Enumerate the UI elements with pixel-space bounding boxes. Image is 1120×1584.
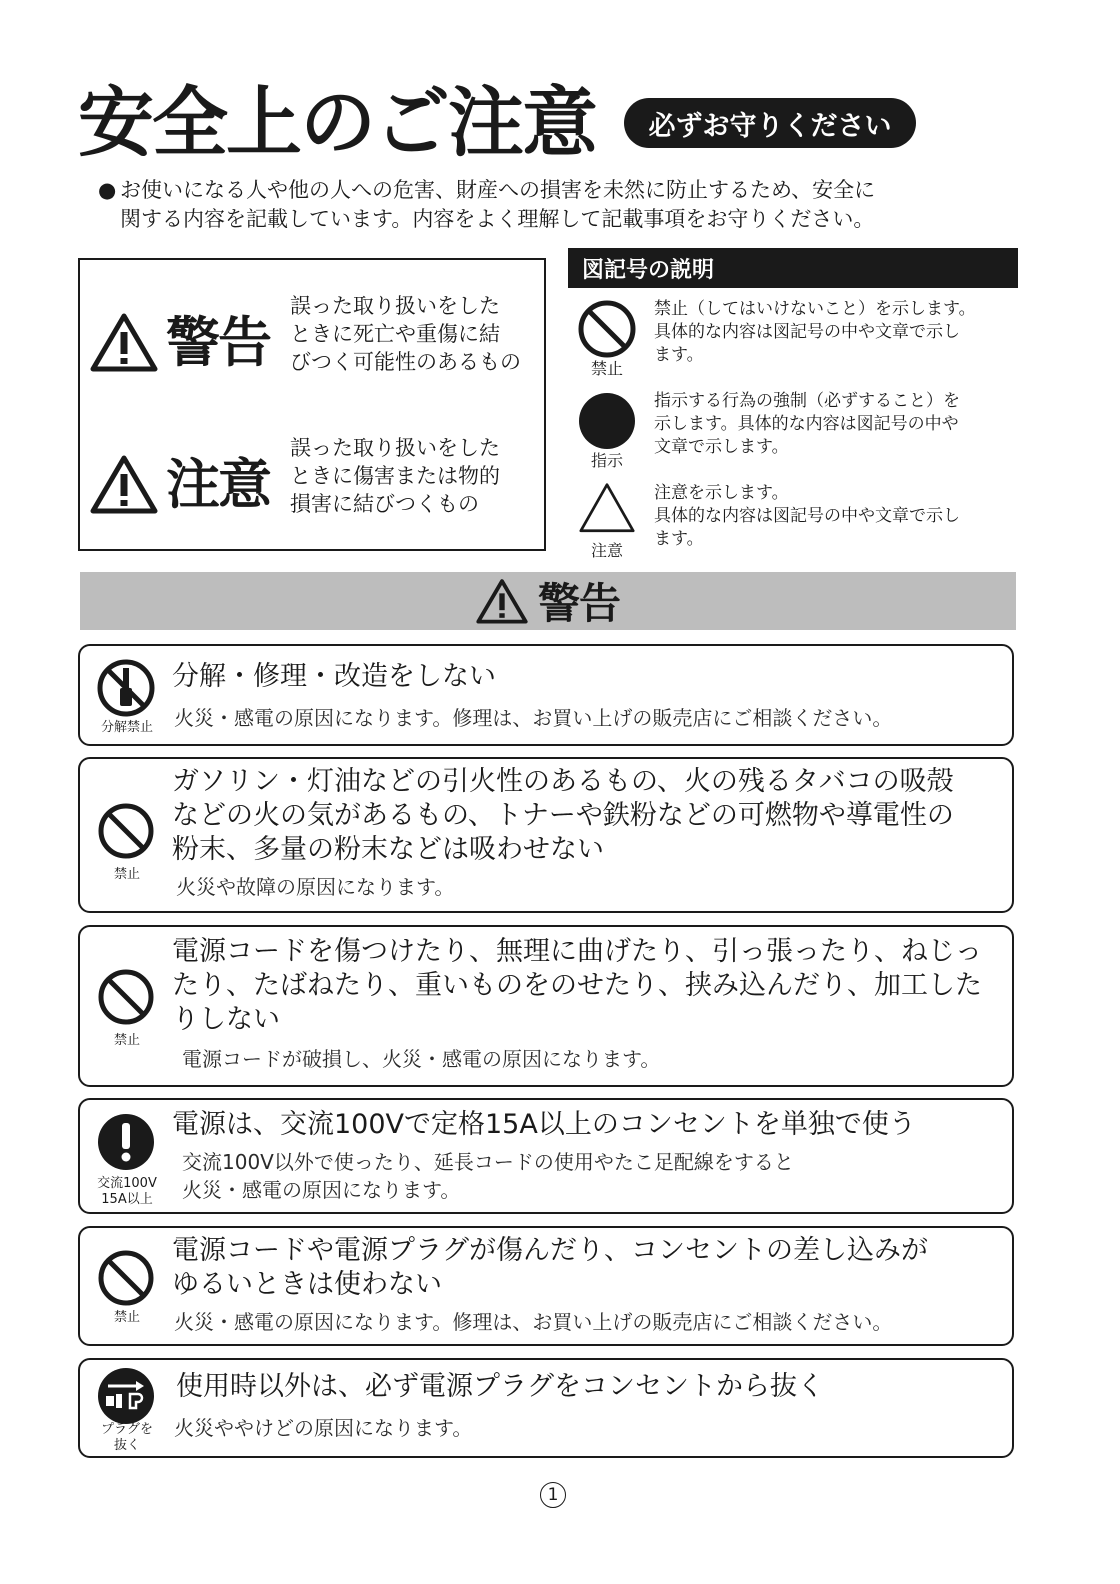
warning-body — [174, 1308, 892, 1336]
warning-body — [182, 1045, 660, 1073]
body-line: 火災や故障の原因になります。 — [176, 875, 455, 899]
warning-banner — [80, 572, 1016, 630]
prohibition-icon — [576, 298, 638, 360]
legend-line: ます。 — [654, 345, 704, 365]
warning-body — [182, 1148, 794, 1204]
legend-line: 指示する行為の強制（必ずすること）を — [654, 391, 960, 411]
desc-line: 誤った取り扱いをした — [290, 294, 500, 318]
caution-triangle-icon — [90, 454, 158, 514]
bullet: ● — [98, 178, 117, 202]
label-line: 交流100V — [97, 1176, 157, 1191]
must-follow-badge: 必ずお守りください — [624, 98, 916, 148]
warning-heading — [172, 765, 954, 867]
heading-line: 粉末、多量の粉末などは吸わせない — [172, 834, 604, 865]
legend-line: 文章で示します。 — [654, 437, 789, 457]
intro-line-1: お使いになる人や他の人への危害、財産への損害を未然に防止するため、安全に — [120, 178, 876, 202]
legend-text — [654, 390, 960, 459]
warning-item — [78, 1358, 1014, 1458]
level-description — [290, 434, 500, 518]
icon-label: 禁止 — [113, 1033, 140, 1048]
legend-caption: 指示 — [590, 451, 623, 470]
label-line: プラグを — [100, 1422, 153, 1437]
intro-line-2: 関する内容を記載しています。内容をよく理解して記載事項をお守りください。 — [120, 207, 875, 231]
icon-label: 禁止 — [113, 867, 140, 882]
warning-item — [78, 1226, 1014, 1346]
heading-line: たり、たばねたり、重いものをのせたり、挟み込んだり、加工した — [172, 970, 982, 1001]
banner-title: 警告 — [537, 579, 620, 628]
prohibition-icon — [96, 801, 156, 861]
desc-line: ときに死亡や重傷に結 — [290, 322, 500, 346]
warning-item — [78, 644, 1014, 746]
legend-line: ます。 — [654, 529, 704, 549]
level-warning — [80, 290, 544, 390]
hazard-level-box — [78, 258, 546, 551]
no-disassembly-icon — [96, 658, 156, 718]
level-caution — [80, 432, 544, 532]
warning-triangle-icon — [476, 578, 528, 624]
icon-label — [84, 1176, 170, 1208]
warning-item — [78, 1098, 1014, 1214]
level-word: 注意 — [166, 453, 270, 516]
warning-triangle-icon — [90, 312, 158, 372]
icon-label: 禁止 — [113, 1310, 140, 1325]
warning-heading — [176, 1370, 824, 1404]
warning-heading — [172, 1108, 916, 1142]
body-line: 交流100V以外で使ったり、延長コードの使用やたこ足配線をすると — [182, 1150, 794, 1174]
label-line: 15A以上 — [101, 1192, 153, 1207]
warning-heading — [172, 660, 496, 694]
desc-line: びつく可能性のあるもの — [290, 350, 521, 374]
legend-line: 具体的な内容は図記号の中や文章で示し — [654, 322, 960, 342]
warning-body — [176, 873, 454, 901]
level-description — [290, 292, 521, 376]
warning-item — [78, 757, 1014, 913]
heading-line: ガソリン・灯油などの引火性のあるもの、火の残るタバコの吸殻 — [172, 766, 954, 797]
heading-line: 電源コードを傷つけたり、無理に曲げたり、引っ張ったり、ねじっ — [172, 936, 982, 967]
heading-line: 使用時以外は、必ず電源プラグをコンセントから抜く — [176, 1371, 824, 1402]
intro-text — [98, 176, 978, 234]
warning-body — [174, 1414, 472, 1442]
legend-text — [654, 298, 976, 367]
warning-item — [78, 925, 1014, 1087]
page-number: 1 — [540, 1482, 566, 1508]
mandatory-icon — [96, 1112, 156, 1172]
prohibition-icon — [96, 967, 156, 1027]
desc-line: ときに傷害または物的 — [290, 464, 500, 488]
warning-heading — [172, 1234, 928, 1302]
legend-line: 注意を示します。 — [654, 483, 789, 503]
symbol-legend-title: 図記号の説明 — [568, 248, 1018, 288]
body-line: 火災・感電の原因になります。修理は、お買い上げの販売店にご相談ください。 — [174, 706, 893, 730]
prohibition-icon — [96, 1248, 156, 1308]
icon-label: 分解禁止 — [100, 720, 153, 735]
heading-line: ゆるいときは使わない — [172, 1269, 442, 1300]
icon-label — [84, 1422, 170, 1454]
desc-line: 誤った取り扱いをした — [290, 436, 500, 460]
instruction-icon — [576, 390, 638, 452]
body-line: 火災・感電の原因になります。修理は、お買い上げの販売店にご相談ください。 — [174, 1310, 893, 1334]
page-title: 安全上のご注意 — [78, 78, 596, 167]
body-line: 電源コードが破損し、火災・感電の原因になります。 — [182, 1047, 661, 1071]
desc-line: 損害に結びつくもの — [290, 492, 479, 516]
body-line: 火災ややけどの原因になります。 — [174, 1416, 473, 1440]
legend-line: 示します。具体的な内容は図記号の中や — [654, 414, 959, 434]
legend-text — [654, 482, 960, 551]
level-word: 警告 — [166, 311, 270, 374]
heading-line: 電源コードや電源プラグが傷んだり、コンセントの差し込みが — [172, 1235, 928, 1266]
legend-line: 具体的な内容は図記号の中や文章で示し — [654, 506, 960, 526]
warning-body — [174, 704, 892, 732]
heading-line: りしない — [172, 1004, 280, 1035]
heading-line: 分解・修理・改造をしない — [172, 661, 496, 692]
label-line: 抜く — [113, 1438, 140, 1453]
heading-line: などの火の気があるもの、トナーや鉄粉などの可燃物や導電性の — [172, 800, 954, 831]
heading-line: 電源は、交流100Vで定格15A以上のコンセントを単独で使う — [172, 1109, 916, 1140]
legend-caption: 注意 — [590, 541, 623, 560]
legend-line: 禁止（してはいけないこと）を示します。 — [654, 299, 976, 319]
unplug-icon — [96, 1366, 156, 1426]
body-line: 火災・感電の原因になります。 — [182, 1178, 461, 1202]
warning-heading — [172, 935, 982, 1037]
caution-icon — [576, 482, 638, 538]
legend-caption: 禁止 — [590, 359, 623, 378]
